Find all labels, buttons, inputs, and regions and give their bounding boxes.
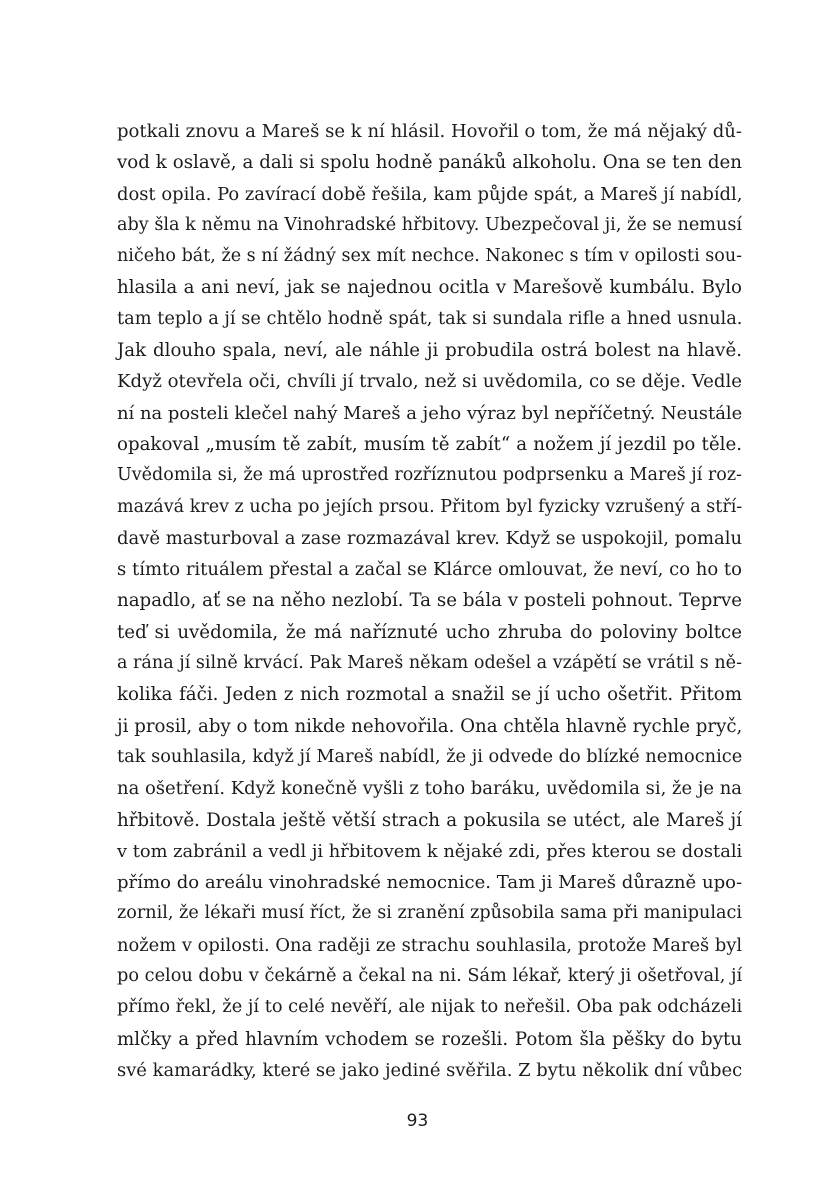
text-line: nožem v opilosti. Ona raději ze strachu souhlasila, protože Mareš byl bbox=[117, 934, 743, 956]
text-line: v tom zabránil a vedl ji hřbitovem k nějaké zdi, přes kterou se dostali bbox=[117, 840, 743, 862]
text-line: mlčky a před hlavním vchodem se rozešli. Potom šla pěšky do bytu bbox=[117, 1028, 742, 1050]
text-line: vod k oslavě, a dali si spolu hodně panáků alkoholu. Ona se ten den bbox=[117, 152, 742, 174]
text-line: tak souhlasila, když jí Mareš nabídl, že ji odvede do blízké nemocnice bbox=[117, 746, 743, 767]
text-line: tam teplo a jí se chtělo hodně spát, tak si sundala rifle a hned usnula. bbox=[117, 308, 743, 329]
text-line: Jak dlouho spala, neví, ale náhle ji probudila ostrá bolest na hlavě. bbox=[117, 340, 742, 362]
text-line: opakoval „musím tě zabít, musím tě zabít“ a nožem jí jezdil po těle. bbox=[117, 433, 742, 455]
text-line: aby šla k němu na Vinohradské hřbitovy. Ubezpečoval ji, že se nemusí bbox=[117, 214, 742, 235]
text-line: ničeho bát, že s ní žádný sex mít nechce. Nakonec s tím v opilosti sou- bbox=[117, 246, 743, 267]
text-line: Když otevřela oči, chvíli jí trvalo, než si uvědomila, co se děje. Vedle bbox=[117, 371, 742, 393]
page-number: 93 bbox=[406, 1111, 429, 1131]
text-line: ji prosil, aby o tom nikde nehovořila. Ona chtěla hlavně rychle pryč, bbox=[117, 715, 743, 737]
text-line: hřbitově. Dostala ještě větší strach a pokusila se utéct, ale Mareš jí bbox=[117, 809, 742, 831]
text-line: zornil, že lékaři musí říct, že si zranění způsobila sama při manipulaci bbox=[117, 903, 742, 924]
text-line: hlasila a ani neví, jak se najednou ocitla v Marešově kumbálu. Bylo bbox=[117, 277, 742, 299]
text-line: ní na posteli klečel nahý Mareš a jeho výraz byl nepříčetný. Neustále bbox=[117, 402, 743, 424]
body-text bbox=[117, 116, 742, 1086]
text-line: přímo řekl, že jí to celé nevěří, ale nijak to neřešil. Oba pak odcházeli bbox=[117, 997, 743, 1018]
text-line: po celou dobu v čekárně a čekal na ni. Sám lékař, který ji ošetřoval, jí bbox=[117, 966, 743, 987]
text-line: kolika fáči. Jeden z nich rozmotal a snažil se jí ucho ošetřit. Přitom bbox=[117, 684, 742, 706]
text-line: potkali znovu a Mareš se k ní hlásil. Hovořil o tom, že má nějaký dů- bbox=[117, 121, 742, 142]
text-line: dost opila. Po zavírací době řešila, kam půjde spát, a Mareš jí nabídl, bbox=[117, 183, 743, 205]
text-line: s tímto rituálem přestal a začal se Klárce omlouvat, že neví, co ho to bbox=[117, 559, 742, 581]
text-line: Uvědomila si, že má uprostřed rozříznutou podprsenku a Mareš jí roz- bbox=[117, 465, 742, 486]
text-line: a rána jí silně krvácí. Pak Mareš někam odešel a vzápětí se vrátil s ně- bbox=[117, 653, 742, 674]
text-line: napadlo, ať se na něho nezlobí. Ta se bála v posteli pohnout. Teprve bbox=[117, 590, 742, 612]
text-line: mazává krev z ucha po jejích prsou. Přitom byl fyzicky vzrušený a stří- bbox=[117, 496, 743, 517]
text-line: přímo do areálu vinohradské nemocnice. Tam ji Mareš důrazně upo- bbox=[117, 872, 743, 894]
text-line: své kamarádky, které se jako jediné svěřila. Z bytu několik dní vůbec bbox=[117, 1059, 743, 1081]
text-line: na ošetření. Když konečně vyšli z toho baráku, uvědomila si, že je na bbox=[117, 778, 742, 800]
text-line: davě masturboval a zase rozmazával krev. Když se uspokojil, pomalu bbox=[117, 527, 743, 549]
text-line: teď si uvědomila, že má naříznuté ucho zhruba do poloviny boltce bbox=[117, 621, 742, 643]
